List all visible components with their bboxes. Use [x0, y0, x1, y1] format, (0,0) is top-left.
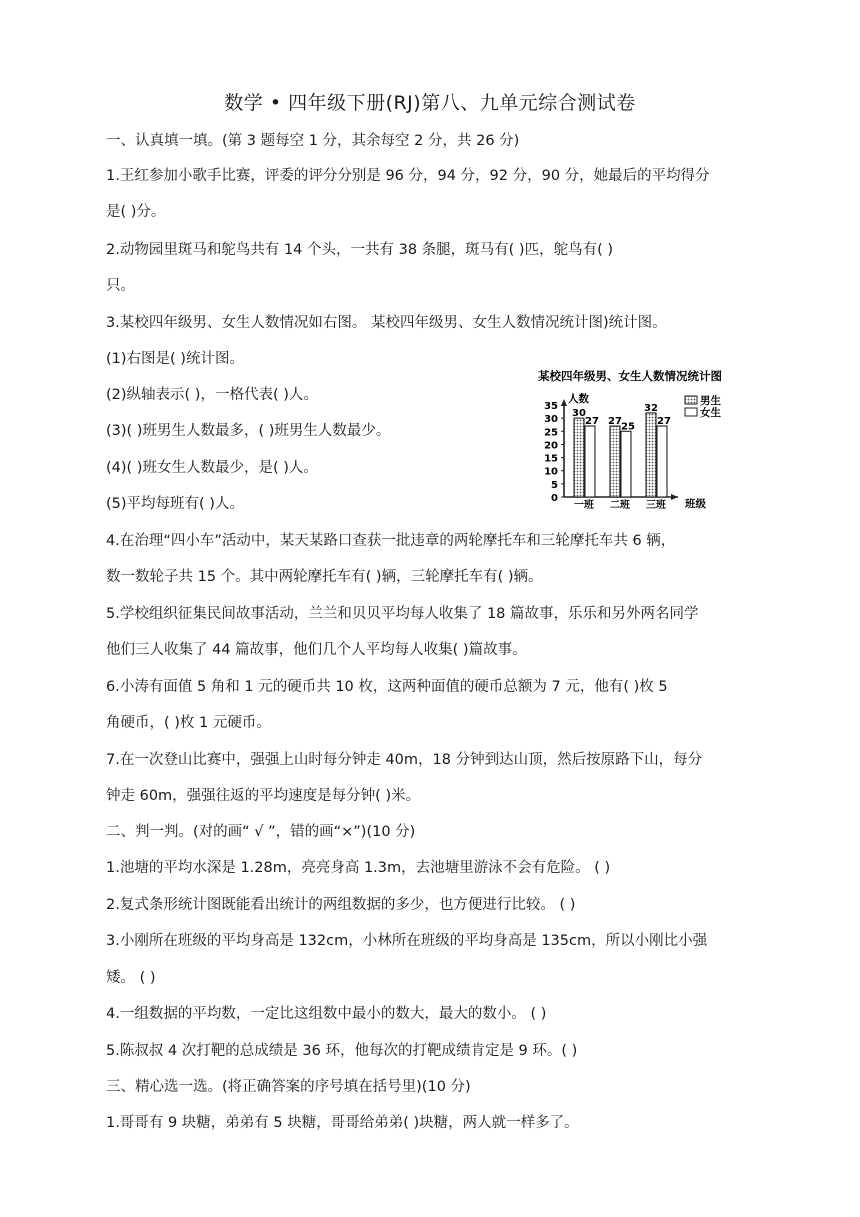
chart-bar-boys	[646, 413, 656, 497]
q2-4: 4.一组数据的平均数，一定比这组数中最小的数大，最大的数小。 ( )	[106, 1006, 547, 1022]
q2-3-line-2: 矮。 ( )	[106, 970, 156, 986]
q1-3-sub-1: (1)右图是( )统计图。	[106, 351, 244, 367]
q1-1-line-1: 1.王红参加小歌手比赛，评委的评分分别是 96 分，94 分，92 分，90 分，她最后的平均得分	[106, 168, 710, 184]
q1-2-line-2: 只。	[106, 278, 135, 294]
q1-3-intro: 3.某校四年级男、女生人数情况如右图。 某校四年级男、女生人数情况统计图)统计图。	[106, 315, 667, 331]
chart-legend-swatch	[685, 408, 697, 416]
q2-1: 1.池塘的平均水深是 1.28m，亮亮身高 1.3m，去池塘里游泳不会有危险。 ( )	[106, 860, 611, 876]
chart-data-label: 27	[585, 416, 599, 428]
chart-y-tick-label: 25	[544, 427, 558, 439]
q1-3-sub-2: (2)纵轴表示( )，一格代表( )人。	[106, 387, 318, 403]
chart-bar-girls	[585, 426, 595, 497]
chart-data-label: 30	[572, 408, 586, 420]
chart-xlabel: 班级	[685, 498, 706, 510]
q1-4-line-2: 数一数轮子共 15 个。其中两轮摩托车有( )辆，三轮摩托车有( )辆。	[106, 569, 543, 585]
q1-7-line-2: 钟走 60m，强强往返的平均速度是每分钟( )米。	[106, 788, 421, 804]
q1-1-line-2: 是( )分。	[106, 204, 166, 220]
chart-y-tick-label: 15	[544, 453, 558, 465]
q2-5: 5.陈叔叔 4 次打靶的总成绩是 36 环，他每次的打靶成绩肯定是 9 环。( )	[106, 1043, 578, 1059]
chart-y-tick-label: 30	[544, 414, 558, 426]
chart-legend-label: 男生	[700, 395, 721, 407]
chart-y-tick-label: 0	[551, 493, 558, 504]
chart-category-label: 一班	[574, 500, 594, 511]
chart-title: 某校四年级男、女生人数情况统计图	[538, 369, 722, 383]
section-3-heading: 三、精心选一选。(将正确答案的序号填在括号里)(10 分)	[106, 1079, 471, 1095]
chart-y-tick-label: 10	[544, 466, 558, 478]
q1-7-line-1: 7.在一次登山比赛中，强强上山时每分钟走 40m，18 分钟到达山顶，然后按原路下山，每分	[106, 752, 703, 768]
bar-chart-svg	[528, 368, 758, 516]
q2-3-line-1: 3.小刚所在班级的平均身高是 132cm，小林所在班级的平均身高是 135cm，所以小刚比小强	[106, 933, 708, 949]
chart-x-axis-arrow	[671, 494, 678, 500]
chart-data-label: 25	[621, 421, 635, 433]
q1-5-line-1: 5.学校组织征集民间故事活动，兰兰和贝贝平均每人收集了 18 篇故事，乐乐和另外两名同学	[106, 606, 699, 622]
chart-category-label: 三班	[646, 500, 666, 511]
chart-bar-girls	[657, 426, 667, 497]
chart-data-label: 27	[657, 416, 671, 428]
q2-2: 2.复式条形统计图既能看出统计的两组数据的多少，也方便进行比较。 ( )	[106, 897, 576, 913]
chart-y-tick-label: 20	[544, 440, 558, 452]
chart-data-label: 32	[644, 402, 658, 414]
q1-2-line-1: 2.动物园里斑马和鸵鸟共有 14 个头，一共有 38 条腿，斑马有( )匹，鸵鸟有( )	[106, 242, 614, 258]
q1-5-line-2: 他们三人收集了 44 篇故事，他们几个人平均每人收集( )篇故事。	[106, 642, 527, 658]
chart-bar-boys	[574, 418, 584, 497]
chart-ylabel: 人数	[568, 393, 589, 405]
bar-chart	[528, 368, 758, 516]
q1-6-line-2: 角硬币，( )枚 1 元硬币。	[106, 715, 271, 731]
chart-y-tick-label: 35	[544, 401, 558, 412]
q1-4-line-1: 4.在治理“四小车”活动中，某天某路口查获一批违章的两轮摩托车和三轮摩托车共 6 辆，	[106, 533, 676, 549]
section-1-heading: 一、认真填一填。(第 3 题每空 1 分，其余每空 2 分，共 26 分)	[106, 133, 520, 149]
q1-3-sub-5: (5)平均每班有( )人。	[106, 496, 244, 512]
page-title: 数学 • 四年级下册(RJ)第八、九单元综合测试卷	[224, 92, 636, 114]
chart-category-label: 二班	[610, 500, 630, 511]
chart-data-label: 27	[608, 416, 622, 428]
chart-bar-boys	[610, 426, 620, 497]
q1-3-sub-4: (4)( )班女生人数最少，是( )人。	[106, 460, 318, 476]
q1-3-sub-3: (3)( )班男生人数最多，( )班男生人数最少。	[106, 423, 391, 439]
chart-y-tick-label: 5	[551, 479, 558, 491]
q3-1: 1.哥哥有 9 块糖，弟弟有 5 块糖，哥哥给弟弟( )块糖，两人就一样多了。	[106, 1115, 579, 1131]
section-2-heading: 二、判一判。(对的画“ √ ”，错的画“×”)(10 分)	[106, 824, 416, 840]
chart-legend-swatch	[685, 396, 697, 404]
chart-legend-label: 女生	[700, 407, 721, 419]
q1-6-line-1: 6.小涛有面值 5 角和 1 元的硬币共 10 枚，这两种面值的硬币总额为 7 元，他有( )枚 5	[106, 679, 668, 695]
chart-bar-girls	[621, 431, 631, 497]
